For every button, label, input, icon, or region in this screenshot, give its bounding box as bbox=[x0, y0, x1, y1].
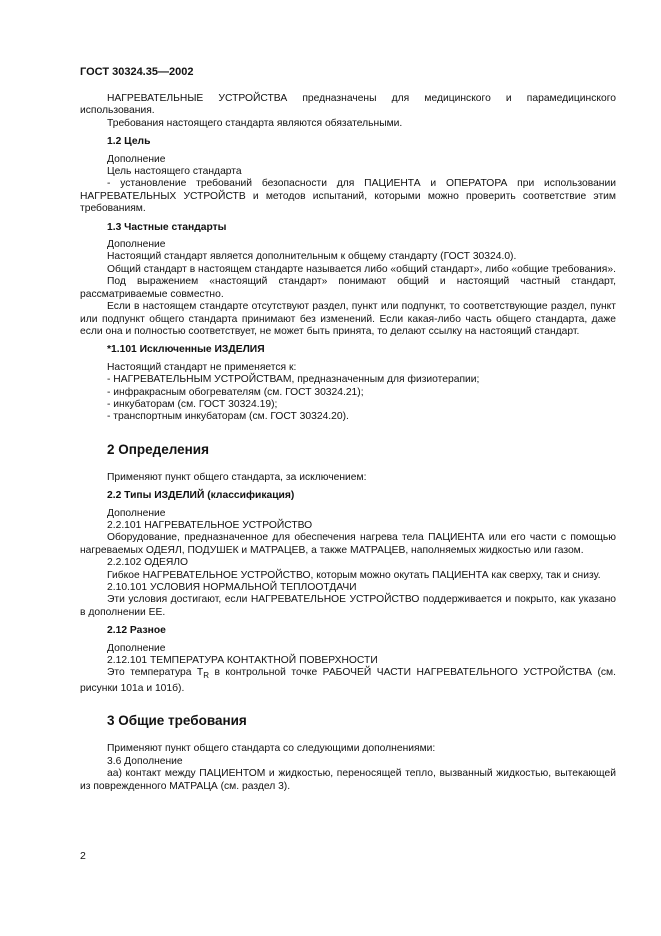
paragraph: 2.12.101 ТЕМПЕРАТУРА КОНТАКТНОЙ ПОВЕРХНОСТИ bbox=[107, 655, 378, 667]
paragraph: Дополнение bbox=[107, 239, 166, 251]
section-heading: *1.101 Исключенные ИЗДЕЛИЯ bbox=[107, 344, 265, 356]
list-item: - НАГРЕВАТЕЛЬНЫМ УСТРОЙСТВАМ, предназначенным для физиотерапии; bbox=[107, 374, 480, 386]
paragraph: Цель настоящего стандарта bbox=[107, 166, 242, 178]
paragraph: Настоящий стандарт является дополнительным к общему стандарту (ГОСТ 30324.0). bbox=[107, 251, 517, 263]
chapter-heading: 3 Общие требования bbox=[107, 713, 247, 729]
paragraph: Настоящий стандарт не применяется к: bbox=[107, 361, 297, 373]
paragraph: Под выражением «настоящий стандарт» понимают общий и настоящий частный стандарт, рассматриваемые совместно. bbox=[80, 276, 616, 300]
paragraph: Общий стандарт в настоящем стандарте называется либо «общий стандарт», либо «общие требования». bbox=[107, 263, 616, 275]
paragraph: Дополнение bbox=[107, 507, 166, 519]
intro-paragraph: НАГРЕВАТЕЛЬНЫЕ УСТРОЙСТВА предназначены для медицинского и парамедицинского использования. bbox=[80, 93, 616, 117]
section-heading: 1.3 Частные стандарты bbox=[107, 221, 227, 233]
document-header: ГОСТ 30324.35—2002 bbox=[80, 66, 194, 78]
page-number: 2 bbox=[80, 850, 86, 862]
section-heading: 2.12 Разное bbox=[107, 625, 166, 637]
paragraph: Если в настоящем стандарте отсутствуют раздел, пункт или подпункт, то соответствующие раздел, пункт или подпункт общего стандарта принимают без изменений. Если какая-либо часть общего стандарта, даже если она и полностью соответствует, не может быть принята, то делают ссылку на настоящий стандарт. bbox=[80, 301, 616, 337]
section-heading: 1.2 Цель bbox=[107, 136, 151, 148]
intro-paragraph: Требования настоящего стандарта являются обязательными. bbox=[107, 117, 403, 129]
paragraph: Дополнение bbox=[107, 642, 166, 654]
text-run: Это температура T bbox=[107, 667, 204, 679]
list-item: - инкубаторам (см. ГОСТ 30324.19); bbox=[107, 398, 278, 410]
paragraph: Эти условия достигают, если НАГРЕВАТЕЛЬНОЕ УСТРОЙСТВО поддерживается и покрыто, как указано в дополнении ЕЕ. bbox=[80, 594, 616, 618]
paragraph: Применяют пункт общего стандарта со следующими дополнениями: bbox=[107, 743, 436, 755]
paragraph: Гибкое НАГРЕВАТЕЛЬНОЕ УСТРОЙСТВО, которым можно окутать ПАЦИЕНТА как сверху, так и снизу. bbox=[107, 569, 601, 581]
paragraph: - установление требований безопасности для ПАЦИЕНТА и ОПЕРАТОРА при использовании НАГРЕВАТЕЛЬНЫХ УСТРОЙСТВ и методов испытаний, которыми можно проверить соответствие этим требованиям. bbox=[80, 178, 616, 215]
subscript: R bbox=[203, 671, 209, 681]
paragraph: Оборудование, предназначенное для обеспечения нагрева тела ПАЦИЕНТА или его части с помощью нагреваемых ОДЕЯЛ, ПОДУШЕК и МАТРАЦЕВ, а также МАТРАЦЕВ, наполняемых жидкостью или газом. bbox=[80, 532, 616, 556]
chapter-heading: 2 Определения bbox=[107, 441, 209, 457]
list-item: - инфракрасным обогревателям (см. ГОСТ 30324.21); bbox=[107, 386, 364, 398]
paragraph: 2.2.102 ОДЕЯЛО bbox=[107, 557, 189, 569]
paragraph: Применяют пункт общего стандарта, за исключением: bbox=[107, 471, 367, 483]
section-heading: 2.2 Типы ИЗДЕЛИЙ (классификация) bbox=[107, 490, 295, 502]
paragraph: 2.10.101 УСЛОВИЯ НОРМАЛЬНОЙ ТЕПЛООТДАЧИ bbox=[107, 582, 357, 593]
text-run: в контрольной точке РАБОЧЕЙ ЧАСТИ НАГРЕВАТЕЛЬНОГО УСТРОЙСТВА (см. рисунки 101а и 101б). bbox=[80, 667, 616, 694]
paragraph bbox=[80, 667, 616, 695]
paragraph: аа) контакт между ПАЦИЕНТОМ и жидкостью, переносящей тепло, вызванный жидкостью, вытекающей из поврежденного МАТРАЦА (см. раздел 3). bbox=[80, 768, 616, 792]
paragraph: Дополнение bbox=[107, 153, 166, 165]
list-item: - транспортным инкубаторам (см. ГОСТ 30324.20). bbox=[107, 411, 349, 423]
document-body bbox=[80, 93, 616, 793]
paragraph: 2.2.101 НАГРЕВАТЕЛЬНОЕ УСТРОЙСТВО bbox=[107, 519, 313, 531]
paragraph: 3.6 Дополнение bbox=[107, 755, 183, 767]
